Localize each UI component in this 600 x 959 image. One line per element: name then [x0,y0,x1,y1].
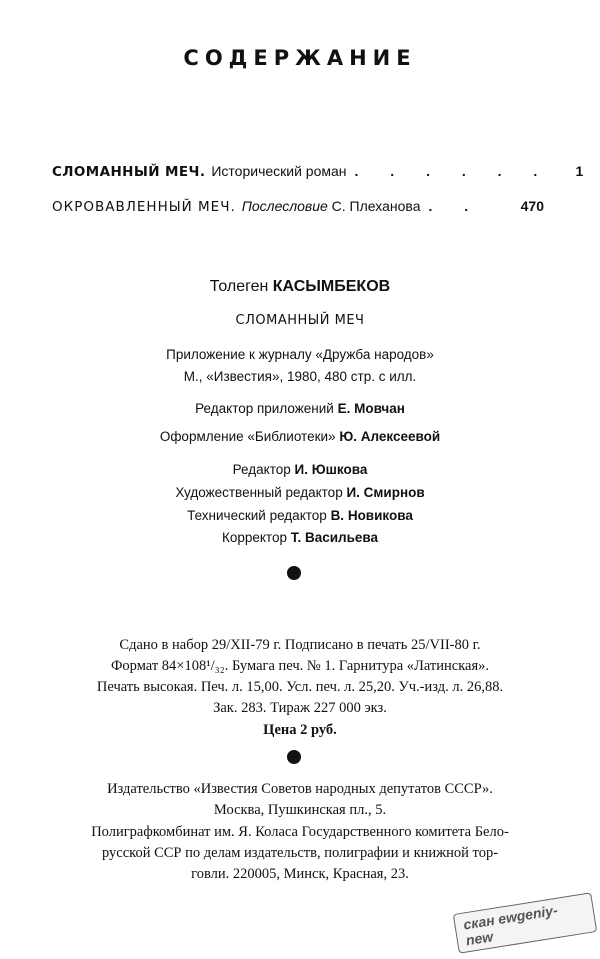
publisher-line: Издательство «Известия Советов народных депутатов СССР». [107,781,493,797]
toc-entry-title: СЛОМАННЫЙ МЕЧ. [52,164,206,180]
toc-entry-page: 470 [520,198,544,214]
credit-line [0,462,600,477]
credit-name: Е. Мовчан [337,401,405,416]
author-first-name: Толеген [209,278,269,295]
credit-line [0,485,600,500]
credit-role: Редактор [232,462,291,477]
credit-line [0,401,600,416]
imprint-line: Формат 84×108¹/₃₂. Бумага печ. № 1. Гарнитура «Латинская». [110,658,490,674]
credit-role: Художественный редактор [175,485,343,500]
toc-entry [52,198,544,218]
book-supplement: Приложение к журналу «Дружба народов» [166,347,434,362]
credit-line [0,429,600,444]
toc-entry-leader: . . . . . . [354,163,552,179]
author-last-name: КАСЫМБЕКОВ [272,278,391,295]
toc-entry [52,163,584,183]
printer-line: Полиграфкомбинат им. Я. Коласа Государственного комитета Бело- [91,824,509,840]
toc-entry-page: 1 [575,163,584,179]
scan-watermark-text: скан ewgeniy-new [453,892,598,953]
credit-role: Оформление «Библиотеки» [159,429,336,444]
toc-entry-title: ОКРОВАВЛЕННЫЙ МЕЧ. [52,199,236,215]
toc-heading: СОДЕРЖАНИЕ [183,46,417,70]
book-title: СЛОМАННЫЙ МЕЧ [235,313,365,328]
book-author [0,278,600,296]
scan-watermark [453,896,596,950]
printer-line: говли. 220005, Минск, Красная, 23. [191,866,409,882]
bullet-separator-icon [287,566,301,580]
credit-name: Т. Васильева [290,530,379,545]
toc-entry-subtitle-italic: Послесловие [241,198,328,214]
bullet-separator-icon [287,750,301,764]
credit-name: И. Смирнов [346,485,425,500]
credit-role: Корректор [221,530,287,545]
imprint-line: Сдано в набор 29/XII-79 г. Подписано в печать 25/VII-80 г. [119,637,481,653]
book-publication: М., «Известия», 1980, 480 стр. с илл. [183,369,417,384]
toc-entry-leader: . . [428,198,483,214]
credit-line [0,530,600,545]
credit-name: И. Юшкова [294,462,368,477]
printer-line: русской ССР по делам издательств, полиграфии и книжной тор- [101,845,499,861]
toc-entry-subtitle [242,198,421,214]
toc-entry-subtitle: Исторический роман [211,163,347,179]
price: Цена 2 руб. [263,722,337,738]
credit-line [0,508,600,523]
credit-role: Редактор приложений [195,401,334,416]
publisher-address: Москва, Пушкинская пл., 5. [213,802,387,818]
credit-name: Ю. Алексеевой [339,429,441,444]
toc-entry-subtitle-suffix: С. Плеханова [331,198,421,214]
credit-role: Технический редактор [187,508,327,523]
imprint-line: Зак. 283. Тираж 227 000 экз. [213,700,387,716]
imprint-line: Печать высокая. Печ. л. 15,00. Усл. печ. л. 25,20. Уч.-изд. л. 26,88. [96,679,504,695]
credit-name: В. Новикова [330,508,413,523]
